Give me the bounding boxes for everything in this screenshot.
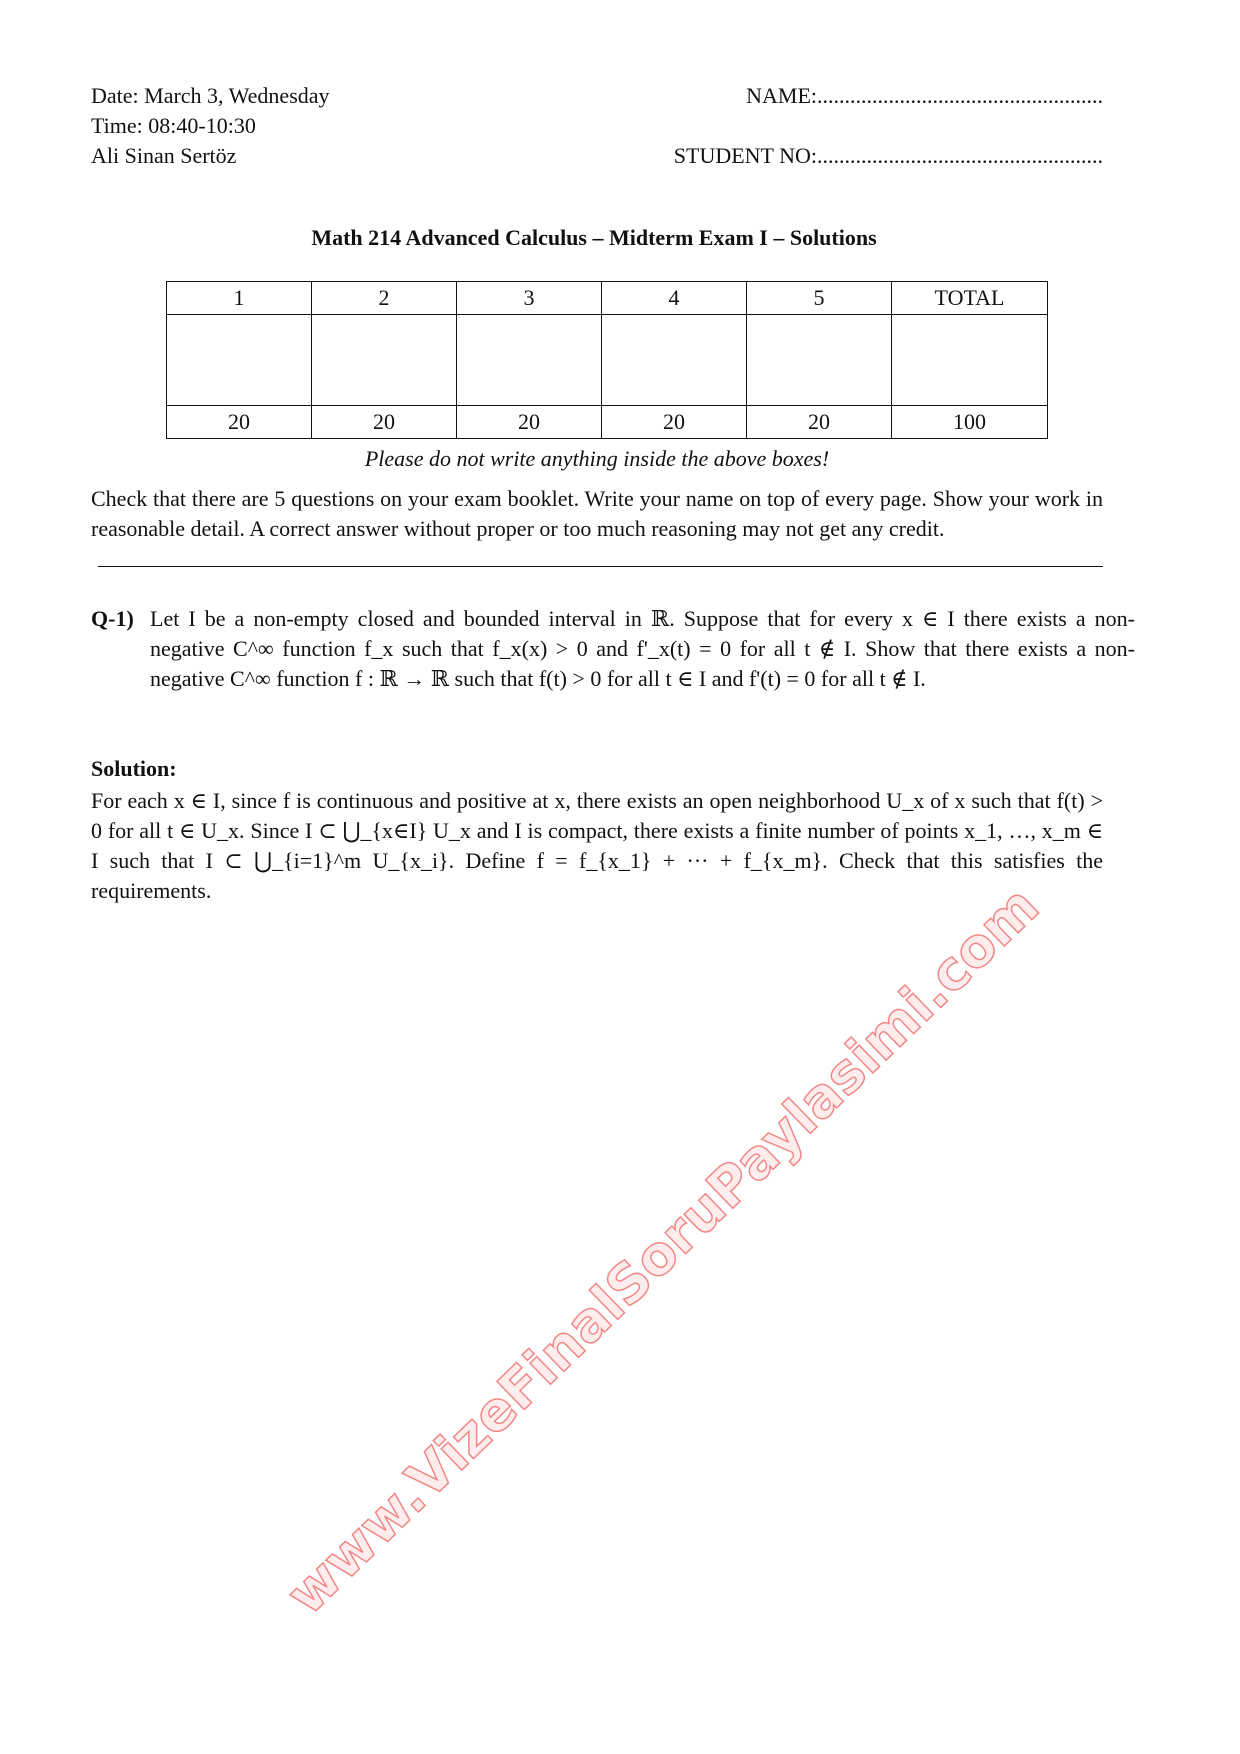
points-cell: 20 [457, 406, 602, 439]
question-text: Let I be a non-empty closed and bounded interval in ℝ. Suppose that for every x ∈ I there exists a non-negative C^∞ function f_x such that f_x(x) > 0 and f'_x(t) = 0 for all t ∉ I. Show that there exists a non-negative C^∞ function f : ℝ → ℝ such that f(t) > 0 for all t ∈ I and f'(t) = 0 for all t ∉ I. [150, 606, 1135, 691]
table-note: Please do not write anything inside the above boxes! [364, 446, 830, 471]
score-blank-cell [167, 315, 312, 406]
score-header-cell: TOTAL [892, 282, 1048, 315]
score-header-cell: 3 [457, 282, 602, 315]
exam-time: Time: 08:40-10:30 [91, 113, 256, 138]
score-header-cell: 4 [602, 282, 747, 315]
score-header-cell: 1 [167, 282, 312, 315]
solution-heading: Solution: [91, 756, 177, 781]
name-field: NAME:.................................................... [746, 83, 1103, 108]
exam-title: Math 214 Advanced Calculus – Midterm Exam I – Solutions [311, 225, 877, 250]
score-table-points-row [167, 406, 1048, 439]
score-blank-cell [602, 315, 747, 406]
points-cell: 20 [747, 406, 892, 439]
points-cell: 20 [167, 406, 312, 439]
solution-text: For each x ∈ I, since f is continuous and positive at x, there exists an open neighborhood U_x of x such that f(t) > 0 for all t ∈ U_x. Since I ⊂ ⋃_{x∈I} U_x and I is compact, there exists a finite number of points x_1, …, x_m ∈ I such that I ⊂ ⋃_{i=1}^m U_{x_i}. Define f = f_{x_1} + ··· + f_{x_m}. Check that this satisfies the requirements. [91, 788, 1103, 903]
question-label: Q-1) [91, 606, 134, 631]
points-cell: 20 [602, 406, 747, 439]
score-table-blank-row [167, 315, 1048, 406]
score-blank-cell [312, 315, 457, 406]
divider [98, 566, 1103, 567]
score-table-header-row [167, 282, 1048, 315]
exam-date: Date: March 3, Wednesday [91, 83, 330, 108]
score-table [166, 281, 1048, 439]
score-blank-cell [747, 315, 892, 406]
score-blank-cell [892, 315, 1048, 406]
student-no-field: STUDENT NO:.................................................... [673, 143, 1103, 168]
score-header-cell: 2 [312, 282, 457, 315]
score-blank-cell [457, 315, 602, 406]
score-header-cell: 5 [747, 282, 892, 315]
watermark: www.VizeFinalSoruPaylasimi.com [274, 874, 1051, 1627]
points-cell: 20 [312, 406, 457, 439]
points-cell: 100 [892, 406, 1048, 439]
instructor-name: Ali Sinan Sertöz [91, 143, 237, 168]
instructions: Check that there are 5 questions on your exam booklet. Write your name on top of every page. Show your work in reasonable detail. A correct answer without proper or too much reasoning may not get any credit. [91, 486, 1103, 541]
